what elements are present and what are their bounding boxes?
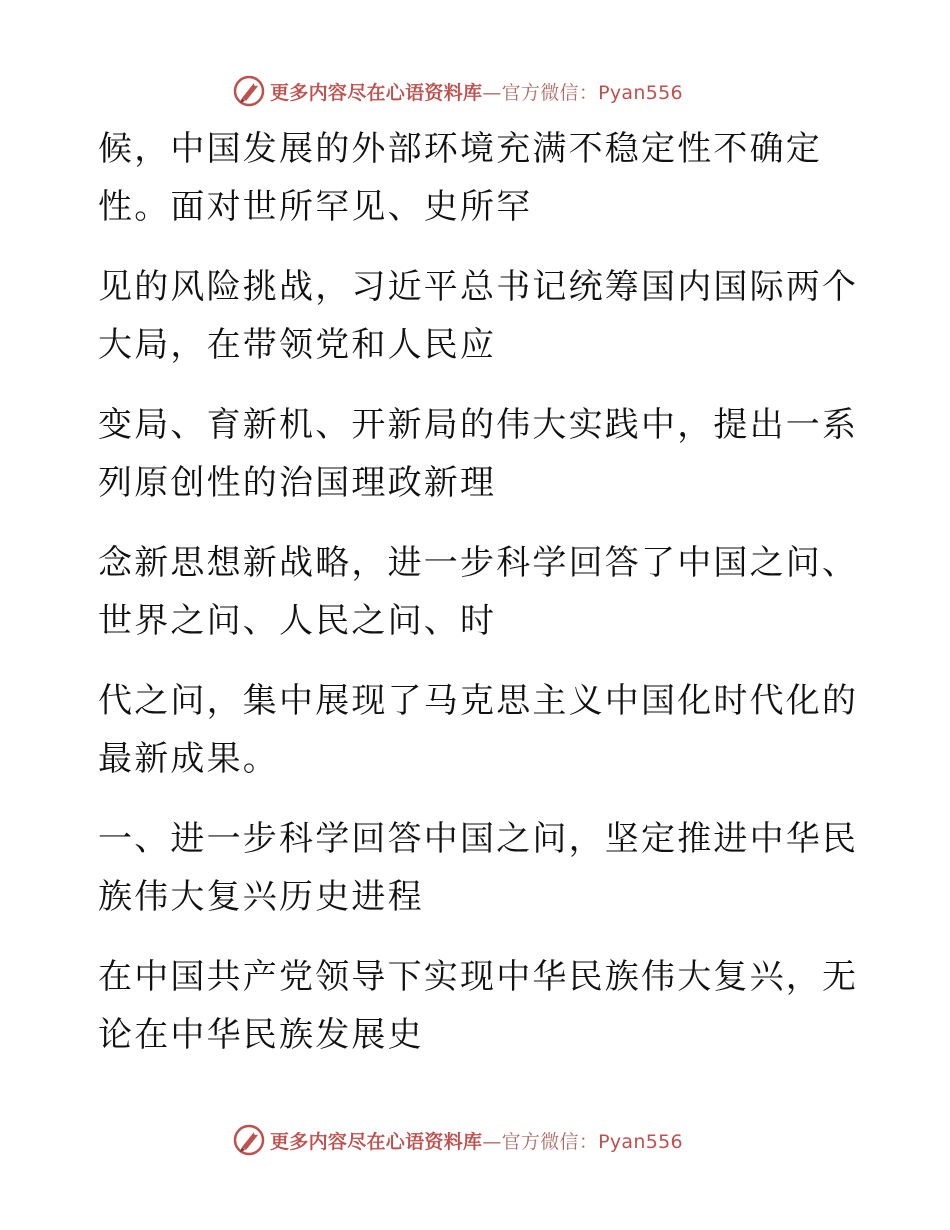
footer-banner-site: 更多内容尽在心语资料库 [270, 1130, 483, 1153]
paragraph-line: 见的风险挑战，习近平总书记统筹国内国际两个 [98, 267, 859, 307]
heading-line: 族伟大复兴历史进程 [98, 877, 424, 917]
paragraph-3 [98, 396, 859, 512]
paragraph-line: 大局，在带领党和人民应 [98, 325, 497, 365]
heading-line: 一、进一步科学回答中国之问，坚定推进中华民 [98, 819, 859, 859]
paragraph-5 [98, 672, 859, 788]
section-heading [98, 810, 859, 926]
paragraph-line: 论在中华民族发展史 [98, 1015, 424, 1055]
pen-seal-icon [232, 1123, 266, 1157]
footer-banner-wechat-id: Pyan556 [598, 1130, 683, 1153]
paragraph-line: 代之问，集中展现了马克思主义中国化时代化的 [98, 681, 859, 721]
header-banner-label: —官方微信： [482, 81, 599, 104]
header-banner-site: 更多内容尽在心语资料库 [270, 81, 483, 104]
document-body [98, 120, 859, 1086]
header-banner-wechat-id: Pyan556 [598, 81, 683, 104]
footer-banner [232, 1120, 752, 1160]
pen-seal-icon [232, 74, 266, 108]
paragraph-line: 列原创性的治国理政新理 [98, 463, 497, 503]
header-banner [232, 71, 752, 111]
paragraph-2 [98, 258, 859, 374]
paragraph-line: 念新思想新战略，进一步科学回答了中国之问、 [98, 543, 859, 583]
paragraph-line: 在中国共产党领导下实现中华民族伟大复兴，无 [98, 957, 859, 997]
footer-banner-text [270, 1127, 683, 1154]
paragraph-line: 性。面对世所罕见、史所罕 [98, 187, 533, 227]
paragraph-7 [98, 948, 859, 1064]
paragraph-line: 最新成果。 [98, 739, 279, 779]
header-banner-text [270, 78, 683, 105]
paragraph-line: 世界之问、人民之问、时 [98, 601, 497, 641]
paragraph-line: 候，中国发展的外部环境充满不稳定性不确定 [98, 129, 822, 169]
paragraph-line: 变局、育新机、开新局的伟大实践中，提出一系 [98, 405, 859, 445]
paragraph-1 [98, 120, 838, 236]
paragraph-4 [98, 534, 859, 650]
footer-banner-label: —官方微信： [482, 1130, 599, 1153]
